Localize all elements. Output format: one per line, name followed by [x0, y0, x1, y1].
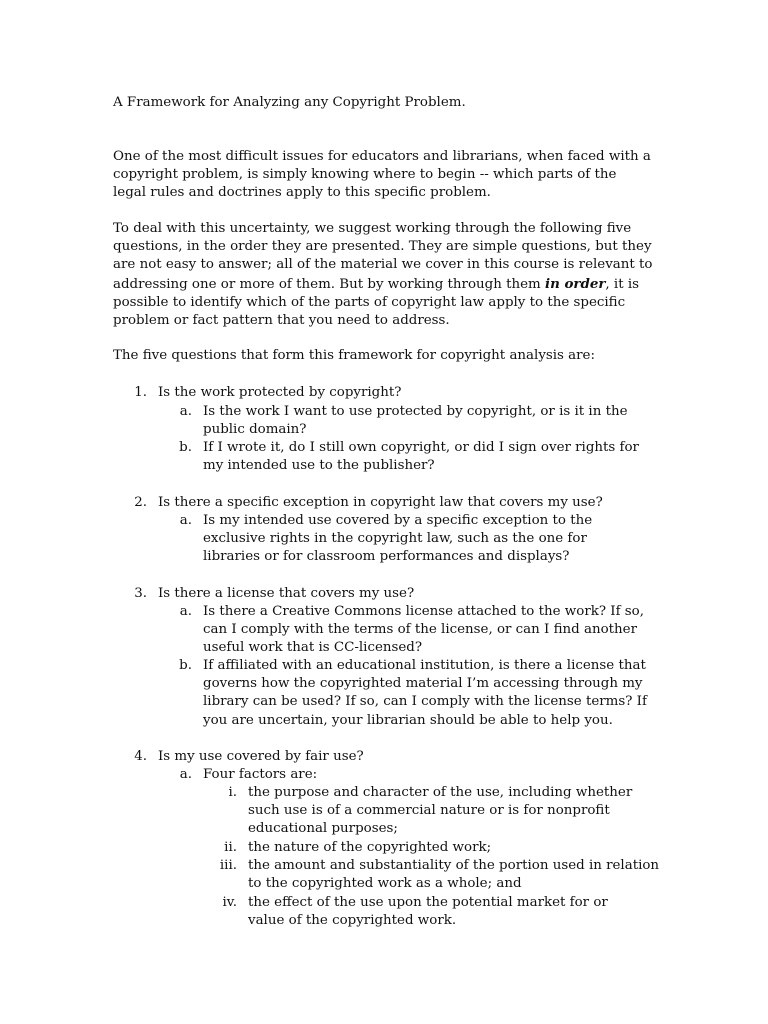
question-4a-text: Four factors are:: [203, 767, 318, 782]
question-3-text: Is there a license that covers my use?: [158, 586, 415, 601]
document-title: A Framework for Analyzing any Copyright Problem.: [113, 95, 466, 110]
uncertainty-paragraph: [113, 220, 658, 330]
question-2a-text: Is my intended use covered by a specific exception to the exclusive rights in the copyright law, such as the one for libraries or for classroom performances and displays?: [203, 513, 593, 565]
question-1a-text: Is the work I want to use protected by copyright, or is it in the public domain?: [203, 404, 628, 438]
question-4a-letter: a.: [179, 767, 192, 782]
question-2-text: Is there a specific exception in copyright law that covers my use?: [158, 495, 603, 510]
intro-paragraph: One of the most difficult issues for educators and librarians, when faced with a copyright problem, is simply knowing where to begin -- which parts of the legal rules and doctrines apply to this specific problem.: [113, 149, 651, 201]
question-3b-text: If affiliated with an educational institution, is there a license that governs how the copyrighted material I’m accessing through my library can be used? If so, can I comply with the license terms? If you are uncertain, your librarian should be able to help you.: [203, 658, 647, 728]
question-3a-text: Is there a Creative Commons license attached to the work? If so, can I comply with the terms of the license, or can I find another useful work that is CC-licensed?: [203, 604, 644, 656]
factor-iii-text: the amount and substantiality of the portion used in relation to the copyrighted work as a whole; and: [248, 858, 660, 892]
paragraph-text-end: , it is possible to identify which of the parts of copyright law apply to the specific problem or fact pattern that you need to address.: [113, 276, 639, 329]
question-4-number: 4.: [134, 749, 147, 764]
question-2-number: 2.: [134, 495, 147, 510]
factor-i-numeral: i.: [228, 785, 237, 800]
question-2a-letter: a.: [179, 513, 192, 528]
factor-iv-numeral: iv.: [222, 895, 237, 910]
emphasis-in-order: in order: [544, 275, 606, 292]
question-1a-letter: a.: [179, 404, 192, 419]
question-1b-text: If I wrote it, do I still own copyright, or did I sign over rights for my intended use to the publisher?: [203, 440, 639, 474]
factor-iv-text: the effect of the use upon the potential market for or value of the copyrighted work.: [248, 895, 608, 929]
factor-ii-numeral: ii.: [224, 840, 237, 855]
factor-ii-text: the nature of the copyrighted work;: [248, 840, 492, 855]
paragraph-text-start: To deal with this uncertainty, we suggest working through the following five questions, in the order they are presented. They are simple questions, but they are not easy to answer; all of the material we cover in this course is relevant to addressing one or more of them. But by working through them: [113, 221, 653, 292]
question-1-text: Is the work protected by copyright?: [158, 385, 402, 400]
question-4-text: Is my use covered by fair use?: [158, 749, 364, 764]
question-1-number: 1.: [134, 385, 147, 400]
factor-iii-numeral: iii.: [219, 858, 237, 873]
questions-lead: The five questions that form this framework for copyright analysis are:: [113, 348, 595, 363]
question-3a-letter: a.: [179, 604, 192, 619]
question-3-number: 3.: [134, 586, 147, 601]
question-1b-letter: b.: [179, 440, 192, 455]
factor-i-text: the purpose and character of the use, including whether such use is of a commercial nature or is for nonprofit educational purposes;: [248, 785, 633, 837]
question-3b-letter: b.: [179, 658, 192, 673]
